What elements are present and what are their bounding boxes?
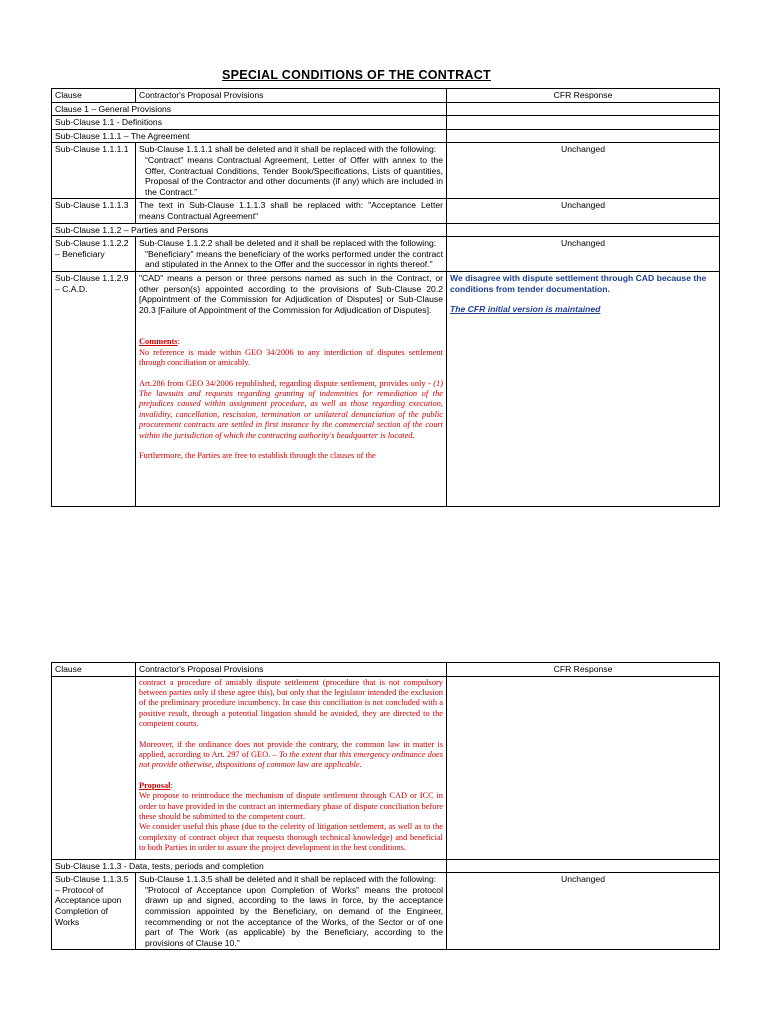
row-clause: Sub-Clause 1.1.2.9 – C.A.D. [52, 271, 136, 506]
table-row [52, 199, 720, 223]
table-row [52, 143, 720, 199]
provision-intro: Sub-Clause 1.1.1.1 shall be deleted and it shall be replaced with the following: [139, 144, 437, 155]
row-clause: Sub-Clause 1.1.1.3 [52, 199, 136, 223]
section-sub-clause-1-1-3: Sub-Clause 1.1.3 - Data, tests, periods and completion [52, 859, 447, 873]
row-response: Unchanged [447, 873, 720, 950]
comments-continued: contract a procedure of amiably dispute settlement (procedure that is not compulsory between parties only if these agree this), but only that the legislator intended the exclusion of the preliminary procedure incumbency. In case this conciliation is not concluded with a positive result, through a potential litigation should be avoided, they are directed to the competent courts. Moreover, if the ordinance does not provide the contrary, the common law in matter is applied, according to Art. 297 of GEO. – To the extent that this emergency ordinance does not provide otherwise, dispositions of common law are applicable. Proposal: We propose to reintroduce the mechanism of dispute settlement through CAD or ICC in order to have provided in the contract an intermediary phase of dispute conciliation before these should be submitted to the competent court. We consider useful this phase (due to the celerity of litigation settlement, as well as to the complexity of contract object that requests thorough technical knowledge) and beneficial to both Parties in order to assure the project development in the best conditions. [139, 677, 444, 853]
comment-paragraph: Moreover, if the ordinance does not provide the contrary, the common law in matter is applied, according to Art. 297 of GEO. – To the extent that this emergency ordinance does not provide otherwise, dispositions of common law are applicable. [139, 739, 444, 770]
section-sub-clause-1-1: Sub-Clause 1.1 - Definitions [52, 116, 447, 130]
row-clause: Sub-Clause 1.1.1.1 [52, 143, 136, 199]
row-provisions [136, 676, 447, 859]
row-clause: Sub-Clause 1.1.3.5 – Protocol of Acceptance upon Completion of Works [52, 873, 136, 950]
response-text: We disagree with dispute settlement through CAD because the conditions from tender documentation. [450, 272, 707, 294]
row-provisions [136, 237, 447, 272]
table-row [52, 676, 720, 859]
header-clause: Clause [52, 663, 136, 677]
section-sub-clause-1-1-2: Sub-Clause 1.1.2 – Parties and Persons [52, 223, 447, 237]
conditions-table-1 [51, 88, 720, 507]
header-clause: Clause [52, 89, 136, 103]
section-clause-1: Clause 1 – General Provisions [52, 102, 447, 116]
comments-label: Comments [139, 337, 178, 347]
table-header-row [52, 89, 720, 103]
section-row [52, 102, 720, 116]
section-row [52, 859, 720, 873]
section-sub-clause-1-1-1: Sub-Clause 1.1.1 – The Agreement [52, 129, 447, 143]
provision-text: "CAD" means a person or three persons named as such in the Contract, or other person(s) appointed according to the provisions of Sub-Clause 20.2 [Appointment of the Commission for Adjudication of Disputes] or Sub-Clause 20.3 [Failure of Appointment of the Commission for Adjudication of Disputes]. [139, 272, 443, 315]
header-provisions: Contractor's Proposal Provisions [136, 663, 447, 677]
comment-paragraph: contract a procedure of amiably dispute settlement (procedure that is not compulsory between parties only if these agree this), but only that the legislator intended the exclusion of the preliminary procedure incumbency. In case this conciliation is not concluded with a positive result, through a potential litigation should be avoided, they are directed to the competent courts. [139, 677, 443, 729]
row-response [447, 271, 720, 506]
provision-text: "Beneficiary" means the beneficiary of the works performed under the contract and stipulated in the Annex to the Offer and the successor in rights thereof." [145, 248, 443, 270]
row-provisions [136, 143, 447, 199]
row-response: Unchanged [447, 237, 720, 272]
row-provisions: The text in Sub-Clause 1.1.1.3 shall be replaced with: "Acceptance Letter means Contractual Agreement" [136, 199, 447, 223]
row-provisions [136, 271, 447, 506]
document-title: SPECIAL CONDITIONS OF THE CONTRACT [221, 68, 491, 82]
section-row [52, 129, 720, 143]
section-row [52, 223, 720, 237]
table-header-row [52, 663, 720, 677]
provisions-clip [139, 273, 443, 505]
provision-text: "Protocol of Acceptance upon Completion of Works" means the protocol drawn up and signed, according to the laws in force, by the acceptance commission appointed by the Beneficiary, on demand of the Engineer, recommending or not the acceptance of the Works, of the Sector or of one part of The Work (as applicable) by the Beneficiary, according to the provisions of Clause 10." [145, 884, 443, 948]
provision-text: “Contract” means Contractual Agreement, Letter of Offer with annex to the Offer, Contractual Conditions, Tender Book/Specifications, Lists of quantities, Proposal of the Contractor and other documents (if any) which are included in the Contract.” [145, 154, 443, 197]
table-row [52, 873, 720, 950]
conditions-table-2 [51, 662, 720, 950]
comment-paragraph: Furthermore, the Parties are free to establish through the clauses of the [139, 450, 376, 460]
row-clause: Sub-Clause 1.1.2.2 – Beneficiary [52, 237, 136, 272]
proposal-paragraph: We consider useful this phase (due to the celerity of litigation settlement, as well as to the complexity of contract object that requests thorough technical knowledge) and beneficial to both Parties in order to assure the project development in the best conditions. [139, 822, 443, 853]
row-response: Unchanged [447, 199, 720, 223]
section-row [52, 116, 720, 130]
row-provisions [136, 873, 447, 950]
proposal-label: Proposal [139, 780, 171, 790]
row-response: Unchanged [447, 143, 720, 199]
provision-intro: Sub-Clause 1.1.2.2 shall be deleted and it shall be replaced with the following: [139, 238, 437, 249]
comments-block: Comments: No reference is made within GEO 34/2006 to any interdiction of disputes settlement through conciliation or amicably. Art.286 from GEO 34/2006 republished, regarding dispute settlement, provides only - (1) The lawsuits and requests regarding granting of indemnities for remediation of the prejudices caused within assignment procedure, as well as those regarding execution, invalidity, cancellation, rescission, termination or unilateral denunciation of the public procurement contracts are settled in first instance by the commercial section of the court within the jurisdiction of which the contracting authority's headquarter is located. Furthermore, the Parties are free to establish through the clauses of the [139, 337, 443, 460]
table-row [52, 237, 720, 272]
table-row [52, 271, 720, 506]
header-response: CFR Response [447, 89, 720, 103]
proposal-paragraph: We propose to reintroduce the mechanism of dispute settlement through CAD or ICC in order to have provided in the contract an intermediary phase of dispute conciliation before these should be submitted to the competent court. [139, 791, 443, 822]
header-provisions: Contractor's Proposal Provisions [136, 89, 447, 103]
header-response: CFR Response [447, 663, 720, 677]
comment-paragraph: Art.286 from GEO 34/2006 republished, regarding dispute settlement, provides only - (1) The lawsuits and requests regarding granting of indemnities for remediation of the prejudices caused within assignment procedure, as well as those regarding execution, invalidity, cancellation, rescission, termination or unilateral denunciation of the public procurement contracts are settled in first instance by the commercial section of the court within the jurisdiction of which the contracting authority's headquarter is located. [139, 378, 443, 440]
comment-paragraph: No reference is made within GEO 34/2006 to any interdiction of disputes settlement through conciliation or amicably. [139, 347, 443, 368]
provision-intro: Sub-Clause 1.1.3.5 shall be deleted and it shall be replaced with the following: [139, 874, 437, 885]
response-maintained: The CFR initial version is maintained [450, 304, 601, 315]
